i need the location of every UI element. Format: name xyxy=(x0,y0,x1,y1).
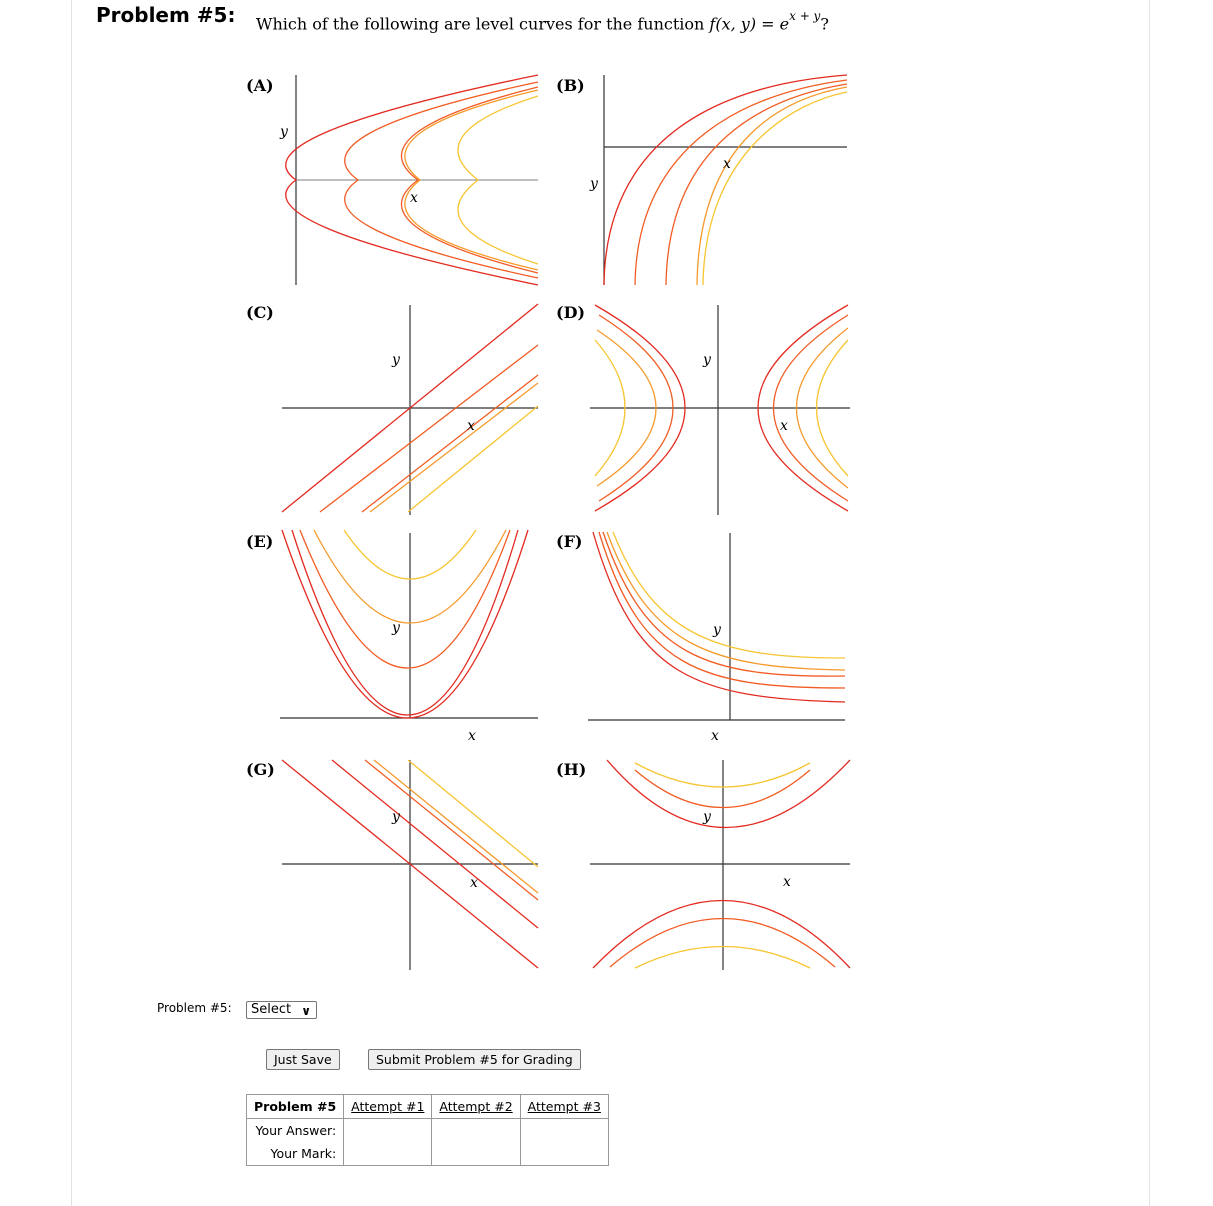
graph-h xyxy=(585,755,855,975)
graph-d xyxy=(585,300,855,520)
attempt-2-link[interactable]: Attempt #2 xyxy=(439,1099,513,1114)
graph-label-b: (B) xyxy=(556,76,585,95)
answer-cell-2 xyxy=(432,1119,520,1143)
graph-b-curve-3 xyxy=(666,84,847,285)
graph-e xyxy=(280,528,550,744)
problem-question xyxy=(256,9,829,34)
answer-label: Problem #5: xyxy=(157,1001,232,1015)
attempts-mark-row xyxy=(247,1142,609,1166)
graph-a-x-label: x xyxy=(410,190,418,206)
attempts-table xyxy=(246,1094,609,1166)
graph-f-curve-5 xyxy=(613,532,845,658)
question-text: Which of the following are level curves for the function xyxy=(256,14,710,34)
graph-b-y-label: y xyxy=(590,176,598,192)
graph-c xyxy=(280,300,550,520)
chevron-down-icon: ∨ xyxy=(301,1004,311,1018)
graph-label-h: (H) xyxy=(556,760,587,779)
graph-d-y-label: y xyxy=(703,352,711,368)
answer-cell-1 xyxy=(344,1119,432,1143)
graph-h-curve-4 xyxy=(593,901,850,969)
mark-cell-2 xyxy=(432,1142,520,1166)
attempts-header-3 xyxy=(520,1095,608,1119)
graph-c-x-label: x xyxy=(467,418,475,434)
graph-label-d: (D) xyxy=(556,303,586,322)
answer-cell-3 xyxy=(520,1119,608,1143)
graph-b-curve-1 xyxy=(604,75,847,285)
graph-a xyxy=(280,70,550,290)
mark-cell-1 xyxy=(344,1142,432,1166)
question-suffix: ? xyxy=(820,14,829,34)
mark-cell-3 xyxy=(520,1142,608,1166)
problem-heading: Problem #5: xyxy=(96,3,236,27)
attempts-header-row xyxy=(247,1095,609,1119)
graph-c-line-2 xyxy=(320,345,538,512)
graph-h-curve-1 xyxy=(607,760,850,828)
page-left-border xyxy=(71,0,72,1206)
submit-button[interactable]: Submit Problem #5 for Grading xyxy=(368,1049,581,1070)
graph-h-x-label: x xyxy=(783,874,791,890)
attempts-header-2 xyxy=(432,1095,520,1119)
graph-a-y-label: y xyxy=(280,124,288,140)
graph-c-y-label: y xyxy=(392,352,400,368)
graph-h-y-label: y xyxy=(703,809,711,825)
graph-b-curve-5 xyxy=(703,92,847,285)
graph-f-x-label: x xyxy=(711,728,719,744)
graph-e-y-label: y xyxy=(392,620,400,636)
graph-b xyxy=(585,70,855,290)
attempts-header-1 xyxy=(344,1095,432,1119)
attempt-1-link[interactable]: Attempt #1 xyxy=(351,1099,425,1114)
graph-f-y-label: y xyxy=(713,622,721,638)
graph-f xyxy=(585,528,855,744)
attempts-header-problem: Problem #5 xyxy=(247,1095,344,1119)
graph-b-curve-4 xyxy=(697,87,847,285)
graph-g-line-5 xyxy=(408,760,538,867)
graph-g-x-label: x xyxy=(470,875,478,891)
graph-b-curve-2 xyxy=(635,80,847,285)
graph-g-y-label: y xyxy=(392,809,400,825)
attempts-answer-row xyxy=(247,1119,609,1143)
graph-g-line-4 xyxy=(374,760,538,893)
answer-select-value: Select xyxy=(251,1002,292,1017)
attempt-3-link[interactable]: Attempt #3 xyxy=(527,1099,601,1114)
graph-f-curve-3 xyxy=(603,532,845,676)
answer-select[interactable] xyxy=(246,1001,317,1019)
graph-c-line-4 xyxy=(370,383,538,512)
graph-label-e: (E) xyxy=(246,532,274,551)
page-right-border xyxy=(1149,0,1150,1206)
question-exponent: x + y xyxy=(789,9,821,23)
graph-g xyxy=(280,755,550,975)
question-function: f(x, y) = e xyxy=(709,14,790,34)
your-mark-label: Your Mark: xyxy=(247,1142,344,1166)
graph-f-curve-4 xyxy=(607,532,845,670)
graph-label-c: (C) xyxy=(246,303,274,322)
graph-label-f: (F) xyxy=(556,532,583,551)
graph-label-g: (G) xyxy=(246,760,275,779)
your-answer-label: Your Answer: xyxy=(247,1119,344,1143)
graph-e-x-label: x xyxy=(468,728,476,744)
graph-g-line-2 xyxy=(332,760,538,928)
graph-d-x-label: x xyxy=(780,418,788,434)
graph-b-x-label: x xyxy=(723,156,731,172)
graph-g-line-3 xyxy=(365,760,538,900)
just-save-button[interactable]: Just Save xyxy=(266,1049,340,1070)
graph-e-curve-1 xyxy=(282,530,528,718)
graph-label-a: (A) xyxy=(246,76,274,95)
graph-c-line-3 xyxy=(362,375,538,512)
